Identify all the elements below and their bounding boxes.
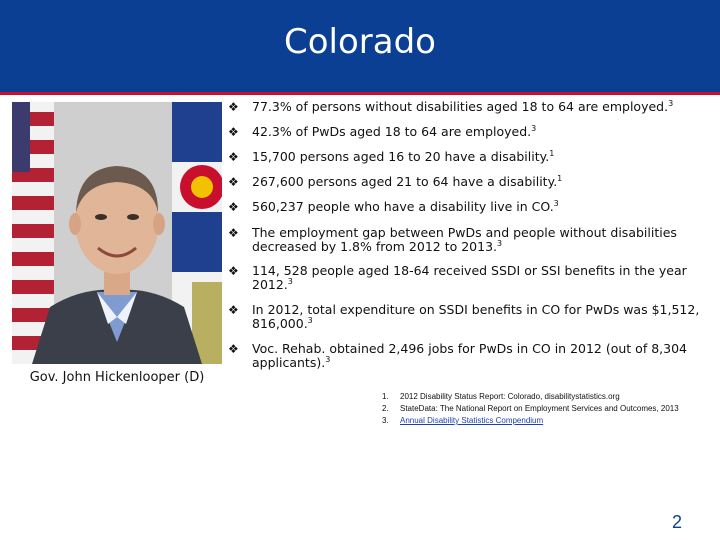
- diamond-bullet-icon: ❖: [228, 303, 239, 317]
- diamond-bullet-icon: ❖: [228, 200, 239, 214]
- diamond-bullet-icon: ❖: [228, 342, 239, 356]
- fact-list: [228, 100, 716, 370]
- diamond-bullet-icon: ❖: [228, 100, 239, 114]
- fact-item: ❖ 15,700 persons aged 16 to 20 have a disability.$^1$: [228, 149, 555, 164]
- diamond-bullet-icon: ❖: [228, 175, 239, 189]
- reference-item: 1. 2012 Disability Status Report: Colorado, disabilitystatistics.org: [382, 392, 620, 401]
- compendium-link[interactable]: Annual Disability Statistics Compendium: [400, 416, 544, 425]
- diamond-bullet-icon: ❖: [228, 150, 239, 164]
- fact-item: ❖ Voc. Rehab. obtained 2,496 jobs for PwDs in CO in 2012 (out of 8,304 applicants).$^3$: [228, 341, 687, 370]
- fact-item: ❖ 267,600 persons aged 21 to 64 have a disability.$^1$: [228, 174, 563, 189]
- fact-item: ❖ In 2012, total expenditure on SSDI benefits in CO for PwDs was $1,512, 816,000.$^3$: [228, 302, 700, 331]
- fact-item: ❖ 560,237 people who have a disability live in CO.$^3$: [228, 199, 559, 214]
- diamond-bullet-icon: ❖: [228, 226, 239, 240]
- reference-list: [382, 391, 718, 427]
- title-bar-underline: [0, 92, 720, 95]
- fact-item: ❖ 77.3% of persons without disabilities aged 18 to 64 are employed.$^3$: [228, 99, 674, 114]
- diamond-bullet-icon: ❖: [228, 125, 239, 139]
- reference-item: 2. StateData: The National Report on Employment Services and Outcomes, 2013: [382, 404, 679, 413]
- reference-item: 3. Annual Disability Statistics Compendium: [382, 416, 544, 425]
- fact-item: ❖ The employment gap between PwDs and people without disabilities decreased by 1.8% from 2012 to 2013.$^3$: [228, 225, 677, 254]
- fact-item: ❖ 42.3% of PwDs aged 18 to 64 are employed.$^3$: [228, 124, 537, 139]
- page-number: 2: [672, 512, 683, 532]
- governor-photo: [12, 102, 222, 364]
- slide-title: Colorado: [284, 22, 436, 62]
- fact-item: ❖ 114, 528 people aged 18-64 received SSDI or SSI benefits in the year 2012.$^3$: [228, 263, 687, 292]
- photo-caption: Gov. John Hickenlooper (D): [29, 370, 205, 385]
- diamond-bullet-icon: ❖: [228, 264, 239, 278]
